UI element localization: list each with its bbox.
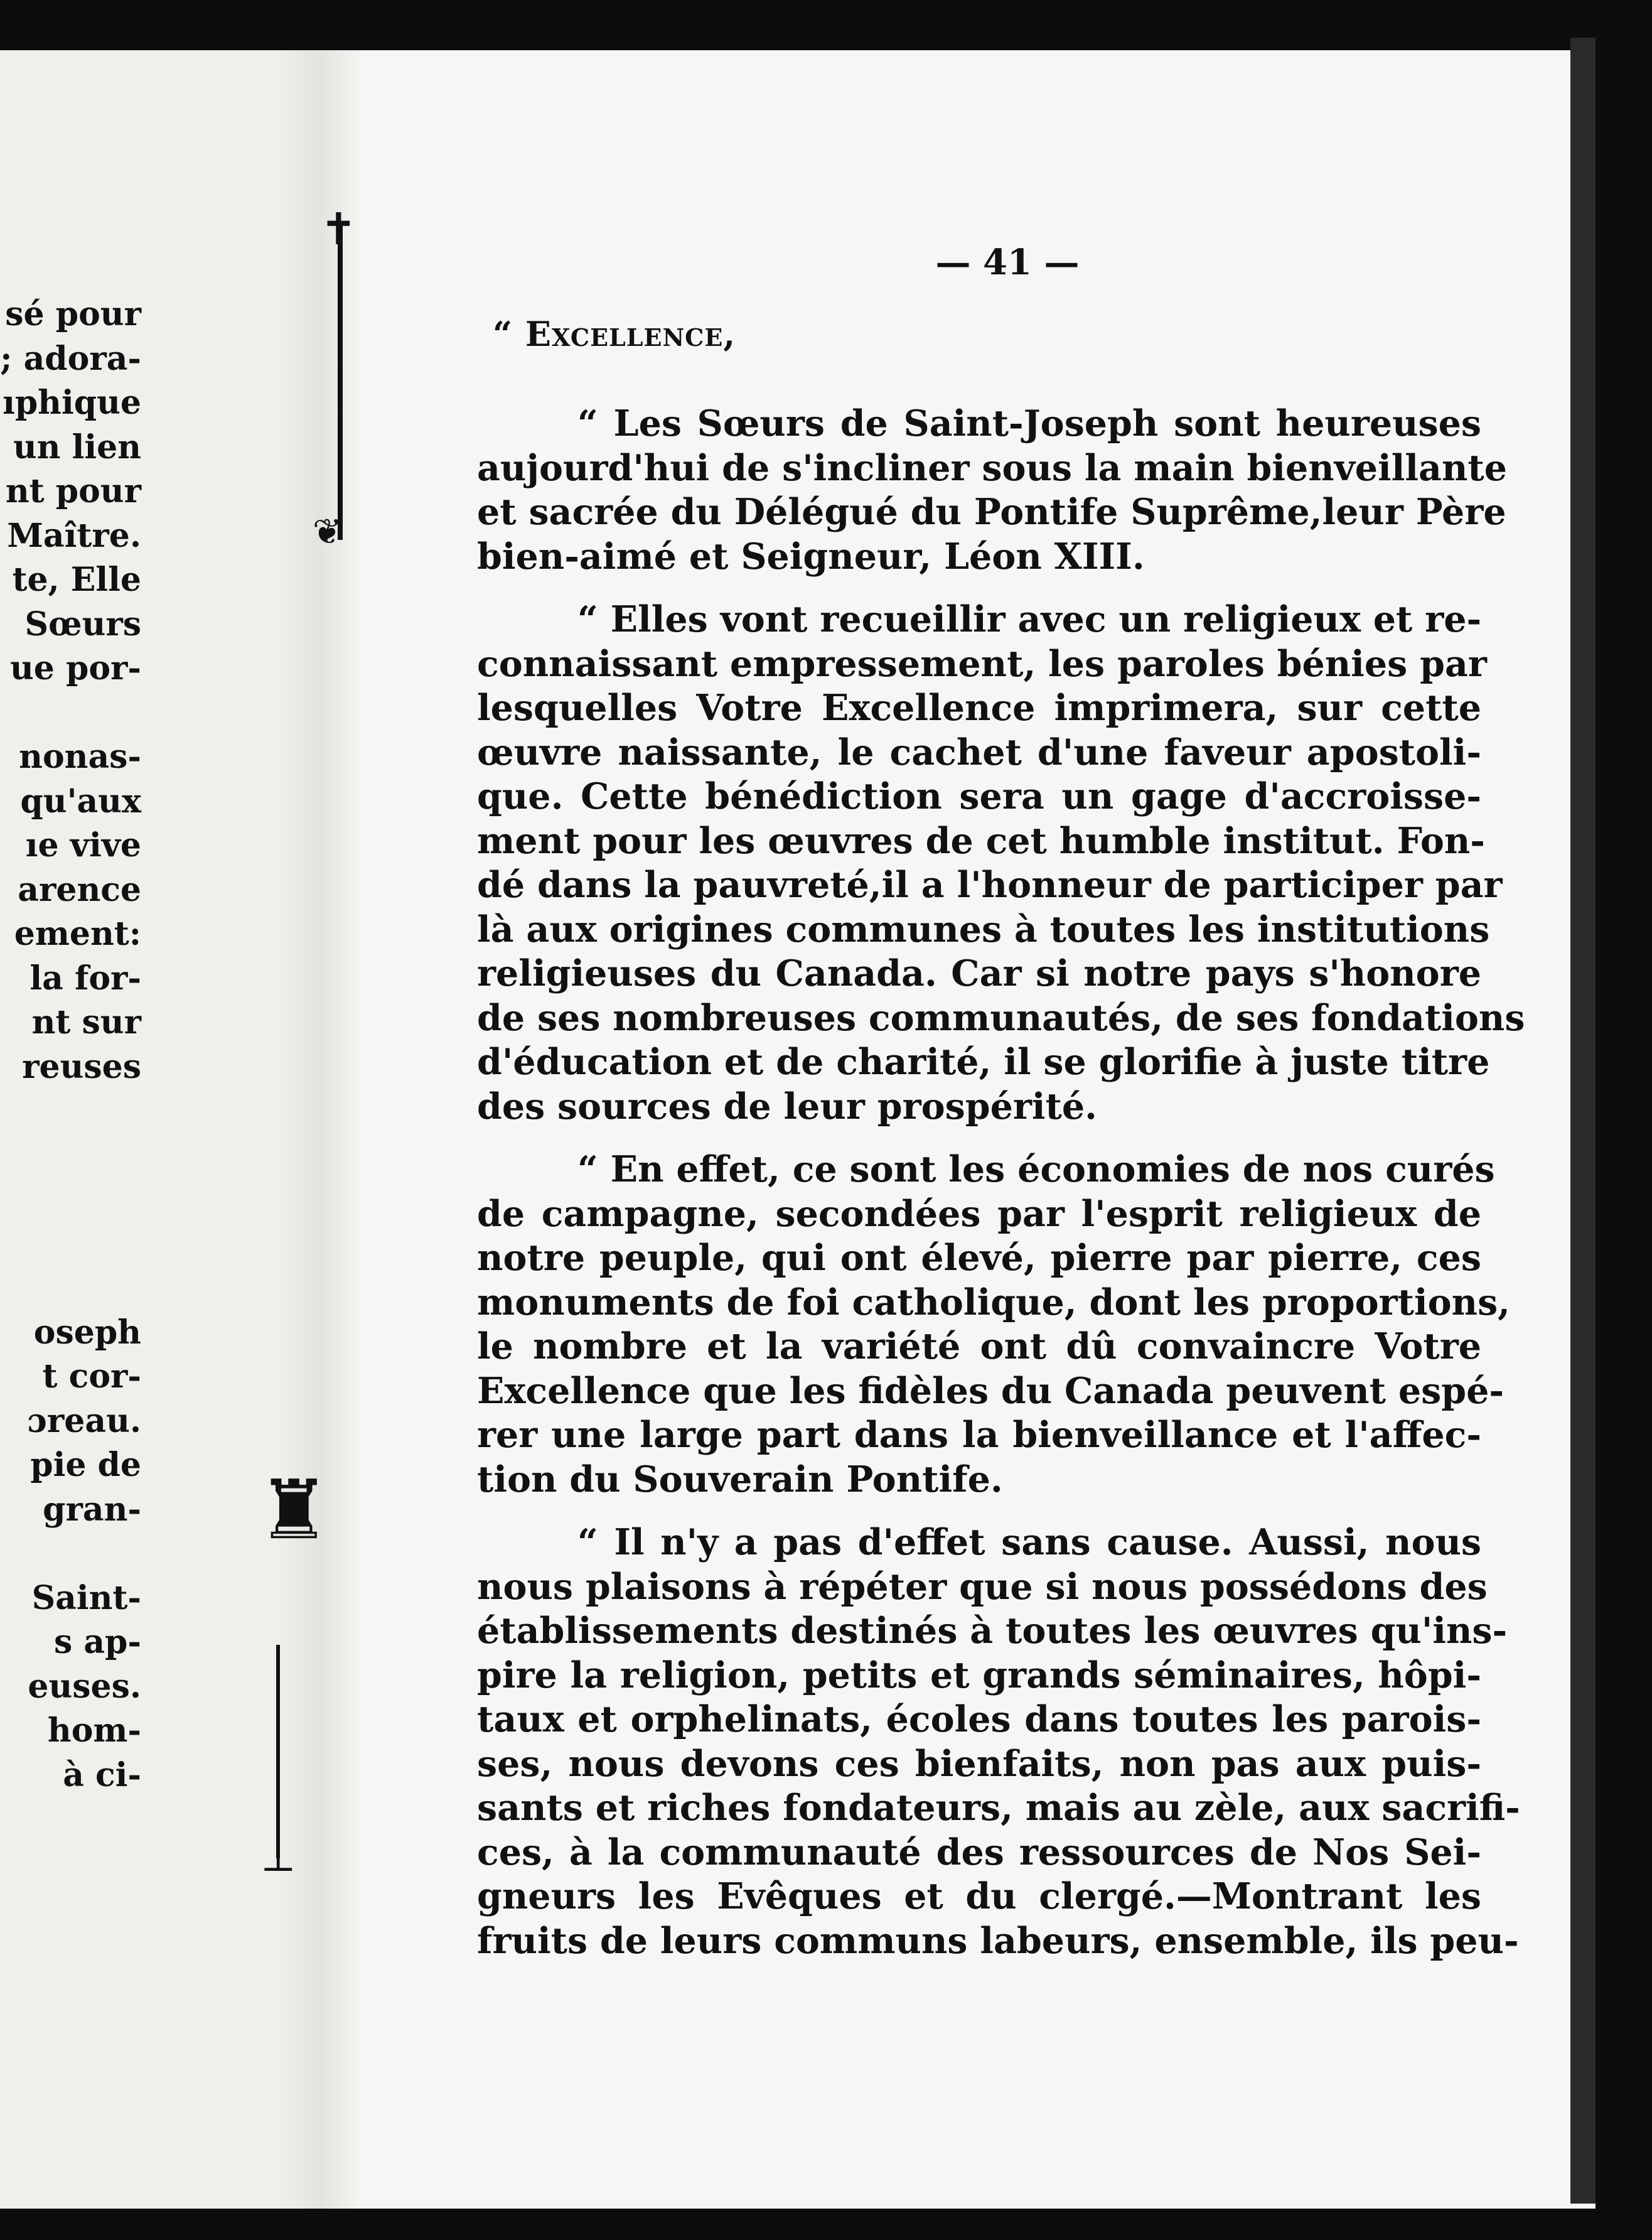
left-page-line: gran- [43,1490,141,1529]
left-page-line: Sœurs [24,605,141,643]
text-line: aujourd'hui de s'incliner sous la main bienveillante [477,446,1508,489]
scan-border-top [0,0,1652,50]
text-line: “ Les Sœurs de Saint-Joseph sont heureuses [577,402,1481,444]
text-line: bien-aimé et Seigneur, Léon XIII. [477,535,1145,578]
left-page-line: ement: [14,915,141,953]
text-line: pire la religion, petits et grands séminaires, hôpi- [477,1654,1481,1696]
binding-mark-top: ✝ [320,203,357,255]
text-line: ses, nous devons ces bienfaits, non pas aux puis- [477,1742,1481,1785]
left-page-line: t cor- [42,1357,141,1396]
binding-thread-top [338,226,343,540]
text-line: “ En effet, ce sont les économies de nos curés [577,1148,1495,1190]
binding-thread-bottom [276,1645,280,1858]
left-page-line: nt sur [31,1003,141,1042]
paragraph [477,598,1525,1129]
left-page-line: ; adora- [0,339,141,378]
left-page-line: nt pour [5,472,141,510]
left-page-line: Saint- [31,1578,141,1617]
text-line: gneurs les Evêques et du clergé.—Montrant les [477,1875,1481,1917]
binding-knot-icon: ❦ [313,512,342,552]
text-line: établissements destinés à toutes les œuvres qu'ins- [477,1610,1508,1652]
text-line: et sacrée du Délégué du Pontife Suprême,leur Père [477,491,1506,533]
left-page-line: qu'aux [20,782,141,821]
left-page-line: reuses [22,1047,141,1086]
left-page-line: un lien [13,428,141,466]
text-line: religieuses du Canada. Car si notre pays s'honore [477,952,1481,994]
left-page-line: nonas- [19,738,141,776]
left-page-line: ıphique [3,384,141,422]
left-page-line: pie de [30,1446,141,1484]
paragraph-gap [477,1502,1481,1521]
text-line: de ses nombreuses communautés, de ses fondations [477,996,1525,1039]
text-line: “ Elles vont recueillir avec un religieux et re- [577,598,1482,640]
paragraph [477,402,1508,579]
text-line: lesquelles Votre Excellence imprimera, sur cette [477,687,1481,729]
text-line: de campagne, secondées par l'esprit religieux de [477,1192,1481,1235]
left-page-line: à ci- [63,1755,141,1794]
text-line: œuvre naissante, le cachet d'une faveur apostoli- [477,731,1481,773]
paragraph [477,1521,1520,1963]
text-line: rer une large part dans la bienveillance et l'affec- [477,1414,1481,1456]
text-line: monuments de foi catholique, dont les proportions, [477,1281,1511,1323]
paragraph-gap [477,579,1481,598]
text-line: tion du Souverain Pontife. [477,1458,1003,1500]
left-page-line: la for- [30,959,141,998]
text-line: ces, à la communauté des ressources de Nos Sei- [477,1831,1481,1873]
text-line: nous plaisons à répéter que si nous possédons des [477,1565,1488,1608]
text-line: que. Cette bénédiction sera un gage d'accroisse- [477,775,1481,817]
text-line: connaissant empressement, les paroles bénies par [477,642,1487,685]
left-page-line: te, Elle [12,561,141,599]
left-page-line: hom- [47,1711,141,1750]
left-page-line: sé pour [5,295,141,333]
text-line: Excellence que les fidèles du Canada peuvent espé- [477,1369,1504,1412]
book-gutter [276,50,364,2209]
page-number: — 41 — [935,242,1080,283]
paragraph [477,1148,1511,1502]
salutation: “ Excellence, [493,314,736,354]
left-page-line: ue por- [9,649,141,687]
text-line: ment pour les œuvres de cet humble institut. Fon- [477,819,1485,862]
scan-border-right [1596,0,1652,2240]
text-line: fruits de leurs communs labeurs, ensemble, ils peu- [477,1919,1519,1962]
text-line: dé dans la pauvreté,il a l'honneur de participer par [477,864,1503,906]
text-line: “ Il n'y a pas d'effet sans cause. Aussi, nous [577,1521,1481,1563]
text-line: d'éducation et de charité, il se glorifie à juste titre [477,1041,1490,1083]
text-line: notre peuple, qui ont élevé, pierre par pierre, ces [477,1237,1481,1279]
page-edge-shadow [1570,38,1596,2204]
text-line: le nombre et la variété ont dû convaincre Votre [477,1325,1481,1367]
left-page-line: euses. [28,1667,141,1706]
left-page-line: Maître. [7,516,141,555]
left-page-line: ɔreau. [27,1401,141,1440]
paragraph-gap [477,1129,1481,1148]
scan-border-bottom [0,2209,1652,2240]
body-text [477,402,1525,1963]
left-page-line: arence [18,870,141,909]
text-line: là aux origines communes à toutes les institutions [477,908,1490,950]
text-line: des sources de leur prospérité. [477,1085,1097,1128]
left-page-line: s ap- [53,1623,141,1661]
text-line: taux et orphelinats, écoles dans toutes les parois- [477,1698,1481,1740]
left-page-line: oseph [33,1313,141,1352]
binding-clip-icon: ♜ [257,1462,331,1558]
left-page-line: ıe vive [25,826,141,864]
binding-mark-bottom: ⊥ [260,1836,296,1880]
text-line: sants et riches fondateurs, mais au zèle, aux sacrifi- [477,1787,1520,1829]
